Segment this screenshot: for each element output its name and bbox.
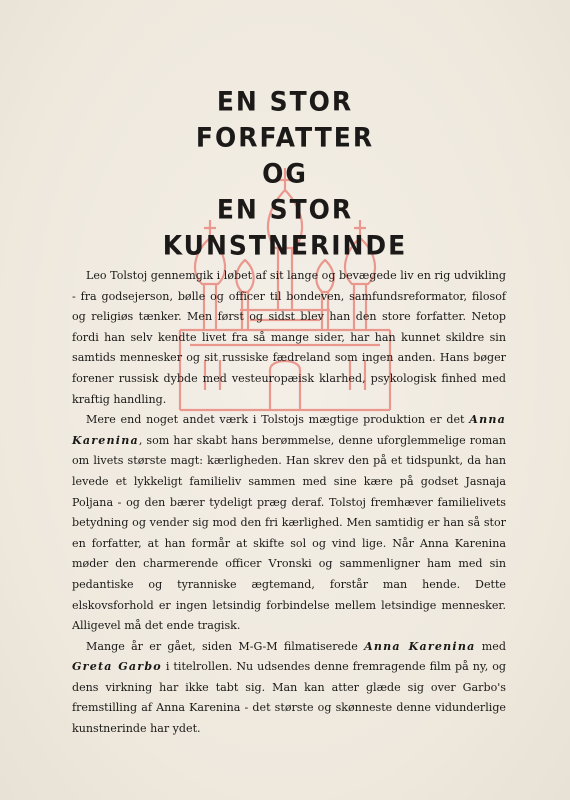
page-title <box>0 84 570 264</box>
title-line: OG <box>262 158 308 189</box>
paragraph <box>72 637 506 740</box>
paragraph <box>72 266 506 410</box>
text-run: Mange år er gået, siden M-G-M filmatiserede <box>86 639 365 653</box>
title-line: KUNSTNERINDE <box>162 230 408 261</box>
text-run: Leo Tolstoj gennemgik i løbet af sit lange og bevægede liv en rig udvikling - fra godsejerson, bølle og officer til bondeven, samfundsreformator, filosof og religiøs tænker. Men først og sidst blev han den store forfatter. Netop fordi han selv kendte livet fra så mange sider, har han kunnet skildre sin samtids mennesker og sit russiske fædreland som ingen anden. Hans bøger forener russisk dybde med vesteuropæisk klarhed, psykologisk finhed med kraftig handling. <box>72 269 506 406</box>
body-text <box>72 266 506 740</box>
title-line: FORFATTER <box>195 122 375 153</box>
text-run: , som har skabt hans berømmelse, denne uforglemmelige roman om livets største magt: kærligheden. Han skrev den på et tidspunkt, da han levede et lykkeligt familieliv sammen med sine kære på godset Jasnaja Poljana - og den bærer tydeligt præg deraf. Tolstoj fremhæver familielivets betydning og vender sig mod den fri kærlighed. Men samtidig er han så stor en forfatter, at han formår at skifte sol og vind lige. Når Anna Karenina møder den charmerende officer Vronski og sammenligner ham med sin pedantiske og tyranniske ægtemand, forstår man hende. Dette elskovsforhold er ingen letsindig forbindelse mellem letsindige mennesker. Alligevel må det ende tragisk. <box>72 433 506 633</box>
text-run: Mere end noget andet værk i Tolstojs mægtige produktion er det <box>86 413 470 427</box>
paragraph <box>72 410 506 637</box>
emphasized-title: Anna Karenina <box>364 639 476 653</box>
title-line: EN STOR <box>216 194 354 225</box>
title-line: EN STOR <box>216 86 354 117</box>
text-run: i titelrollen. Nu udsendes denne fremragende film på ny, og dens virkning har ikke tabt sig. Man kan atter glæde sig over Garbo's fremstilling af Anna Karenina - det største og skønneste denne vidunderlige kunstnerinde har ydet. <box>72 660 506 736</box>
emphasized-title: Greta Garbo <box>72 660 162 674</box>
text-run: med <box>475 639 506 653</box>
emphasized-title: Anna Karenina <box>72 413 506 447</box>
